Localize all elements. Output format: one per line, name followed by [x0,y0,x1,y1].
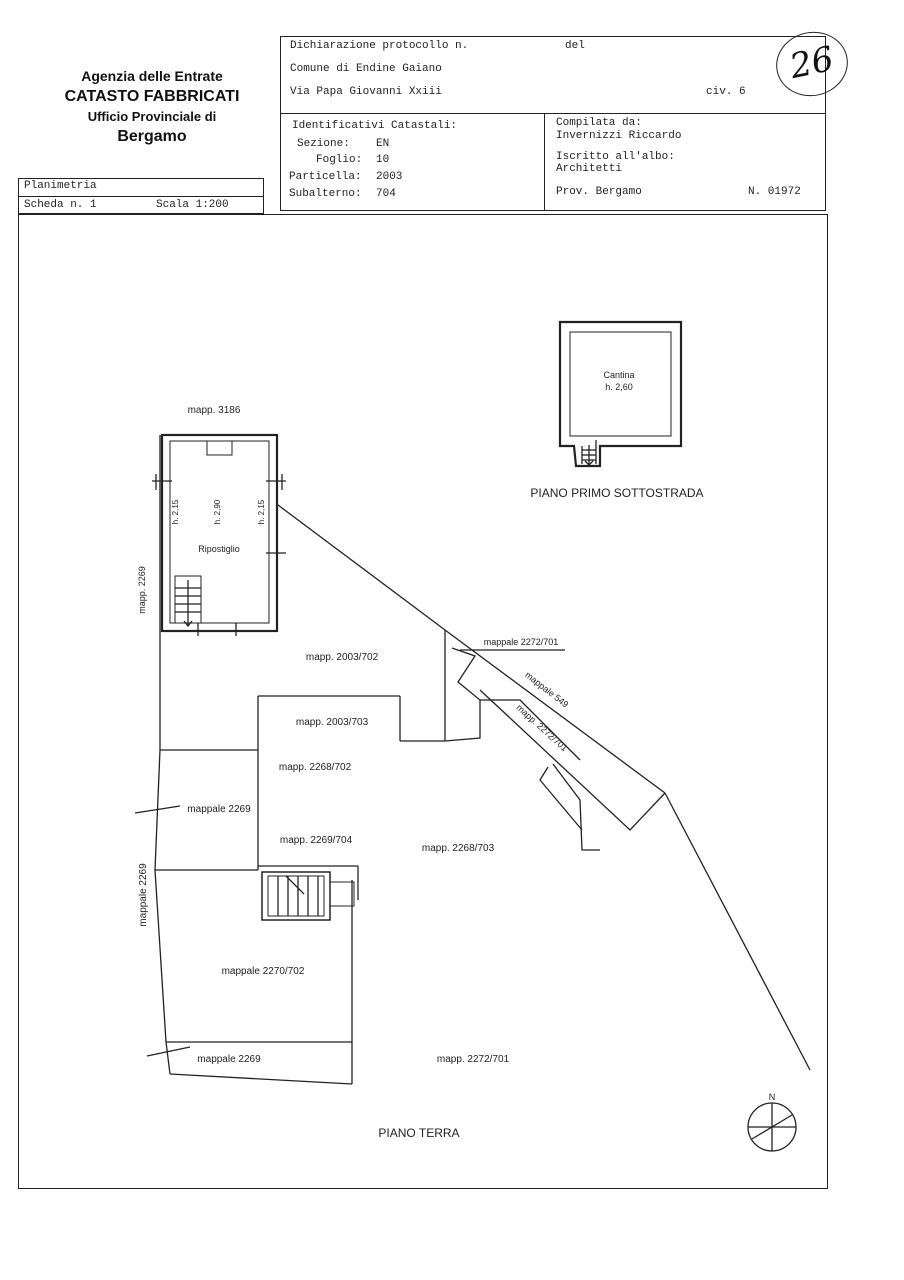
ripostiglio-room [152,435,286,636]
mapp-2272-701-b-label: mapp. 2272/701 [514,702,570,754]
mappale-2269-left-label: mappale 2269 [138,863,149,927]
mapp-3186-label: mapp. 3186 [187,405,241,416]
via-text: Via Papa Giovanni Xxiii [290,86,442,98]
ufficio-label: Ufficio Provinciale di [87,109,217,124]
del-label: del [565,40,585,52]
ufficio-city: Bergamo [117,128,187,145]
mappale-549-label: mappale 549 [523,669,571,710]
mappale-2270-702-label: mappale 2270/702 [221,966,305,977]
albo-number: N. 01972 [748,186,801,198]
agency-name: Agenzia delle Entrate [81,68,223,84]
scala-label: Scala 1:200 [156,199,229,211]
mappale-2269-bottom-label: mappale 2269 [197,1054,261,1065]
albo-value: Architetti [556,163,623,175]
iscritto-label: Iscritto all'albo: [556,151,675,163]
page-number-text: 26 [786,38,838,88]
mapp-2269-top-label: mapp. 2269 [137,566,147,614]
mapp-2003-702-label: mapp. 2003/702 [305,652,379,663]
provincia-text: Prov. Bergamo [556,186,642,198]
scheda-number: Scheda n. 1 [24,199,97,211]
mapp-2269-704-label: mapp. 2269/704 [279,835,353,846]
particella-value: 2003 [376,171,403,183]
foglio-label: Foglio: [316,154,363,166]
stair-core [262,872,354,920]
cantina-room [560,322,681,466]
mapp-2268-702-label: mapp. 2268/702 [278,762,352,773]
mappale-2269-mid-label: mappale 2269 [187,804,251,815]
piano-primo-label: PIANO PRIMO SOTTOSTRADA [530,486,704,500]
cantina-label: Cantina [603,370,635,380]
sezione-label: Sezione: [297,138,350,150]
subalterno-label: Subalterno: [289,188,362,200]
cantina-height: h. 2,60 [605,382,633,392]
compilata-name: Invernizzi Riccardo [556,130,682,142]
civico-text: civ. 6 [706,86,746,98]
particella-label: Particella: [289,171,362,183]
north-label: N [768,1092,776,1102]
compilata-label: Compilata da: [556,117,642,129]
planimetria-label: Planimetria [24,180,97,192]
piano-terra-label: PIANO TERRA [378,1126,460,1140]
height-center-label: h. 2,90 [213,499,222,525]
mappale-2272-701-a-label: mappale 2272/701 [483,637,559,647]
height-right-label: h. 2,15 [257,499,266,525]
dichiarazione-label: Dichiarazione protocollo n. [290,40,469,52]
north-arrow [748,1103,796,1151]
mapp-2268-703-label: mapp. 2268/703 [421,843,495,854]
ripostiglio-label: Ripostiglio [198,544,240,554]
sezione-value: EN [376,138,390,150]
catasto-title: CATASTO FABBRICATI [64,88,240,105]
foglio-value: 10 [376,154,390,166]
mapp-2272-701-bottom-label: mapp. 2272/701 [436,1054,510,1065]
mapp-2003-703-label: mapp. 2003/703 [295,717,369,728]
comune-text: Comune di Endine Gaiano [290,63,442,75]
height-left-label: h. 2,15 [171,499,180,525]
subalterno-value: 704 [376,188,396,200]
identificativi-title: Identificativi Catastali: [292,120,458,132]
